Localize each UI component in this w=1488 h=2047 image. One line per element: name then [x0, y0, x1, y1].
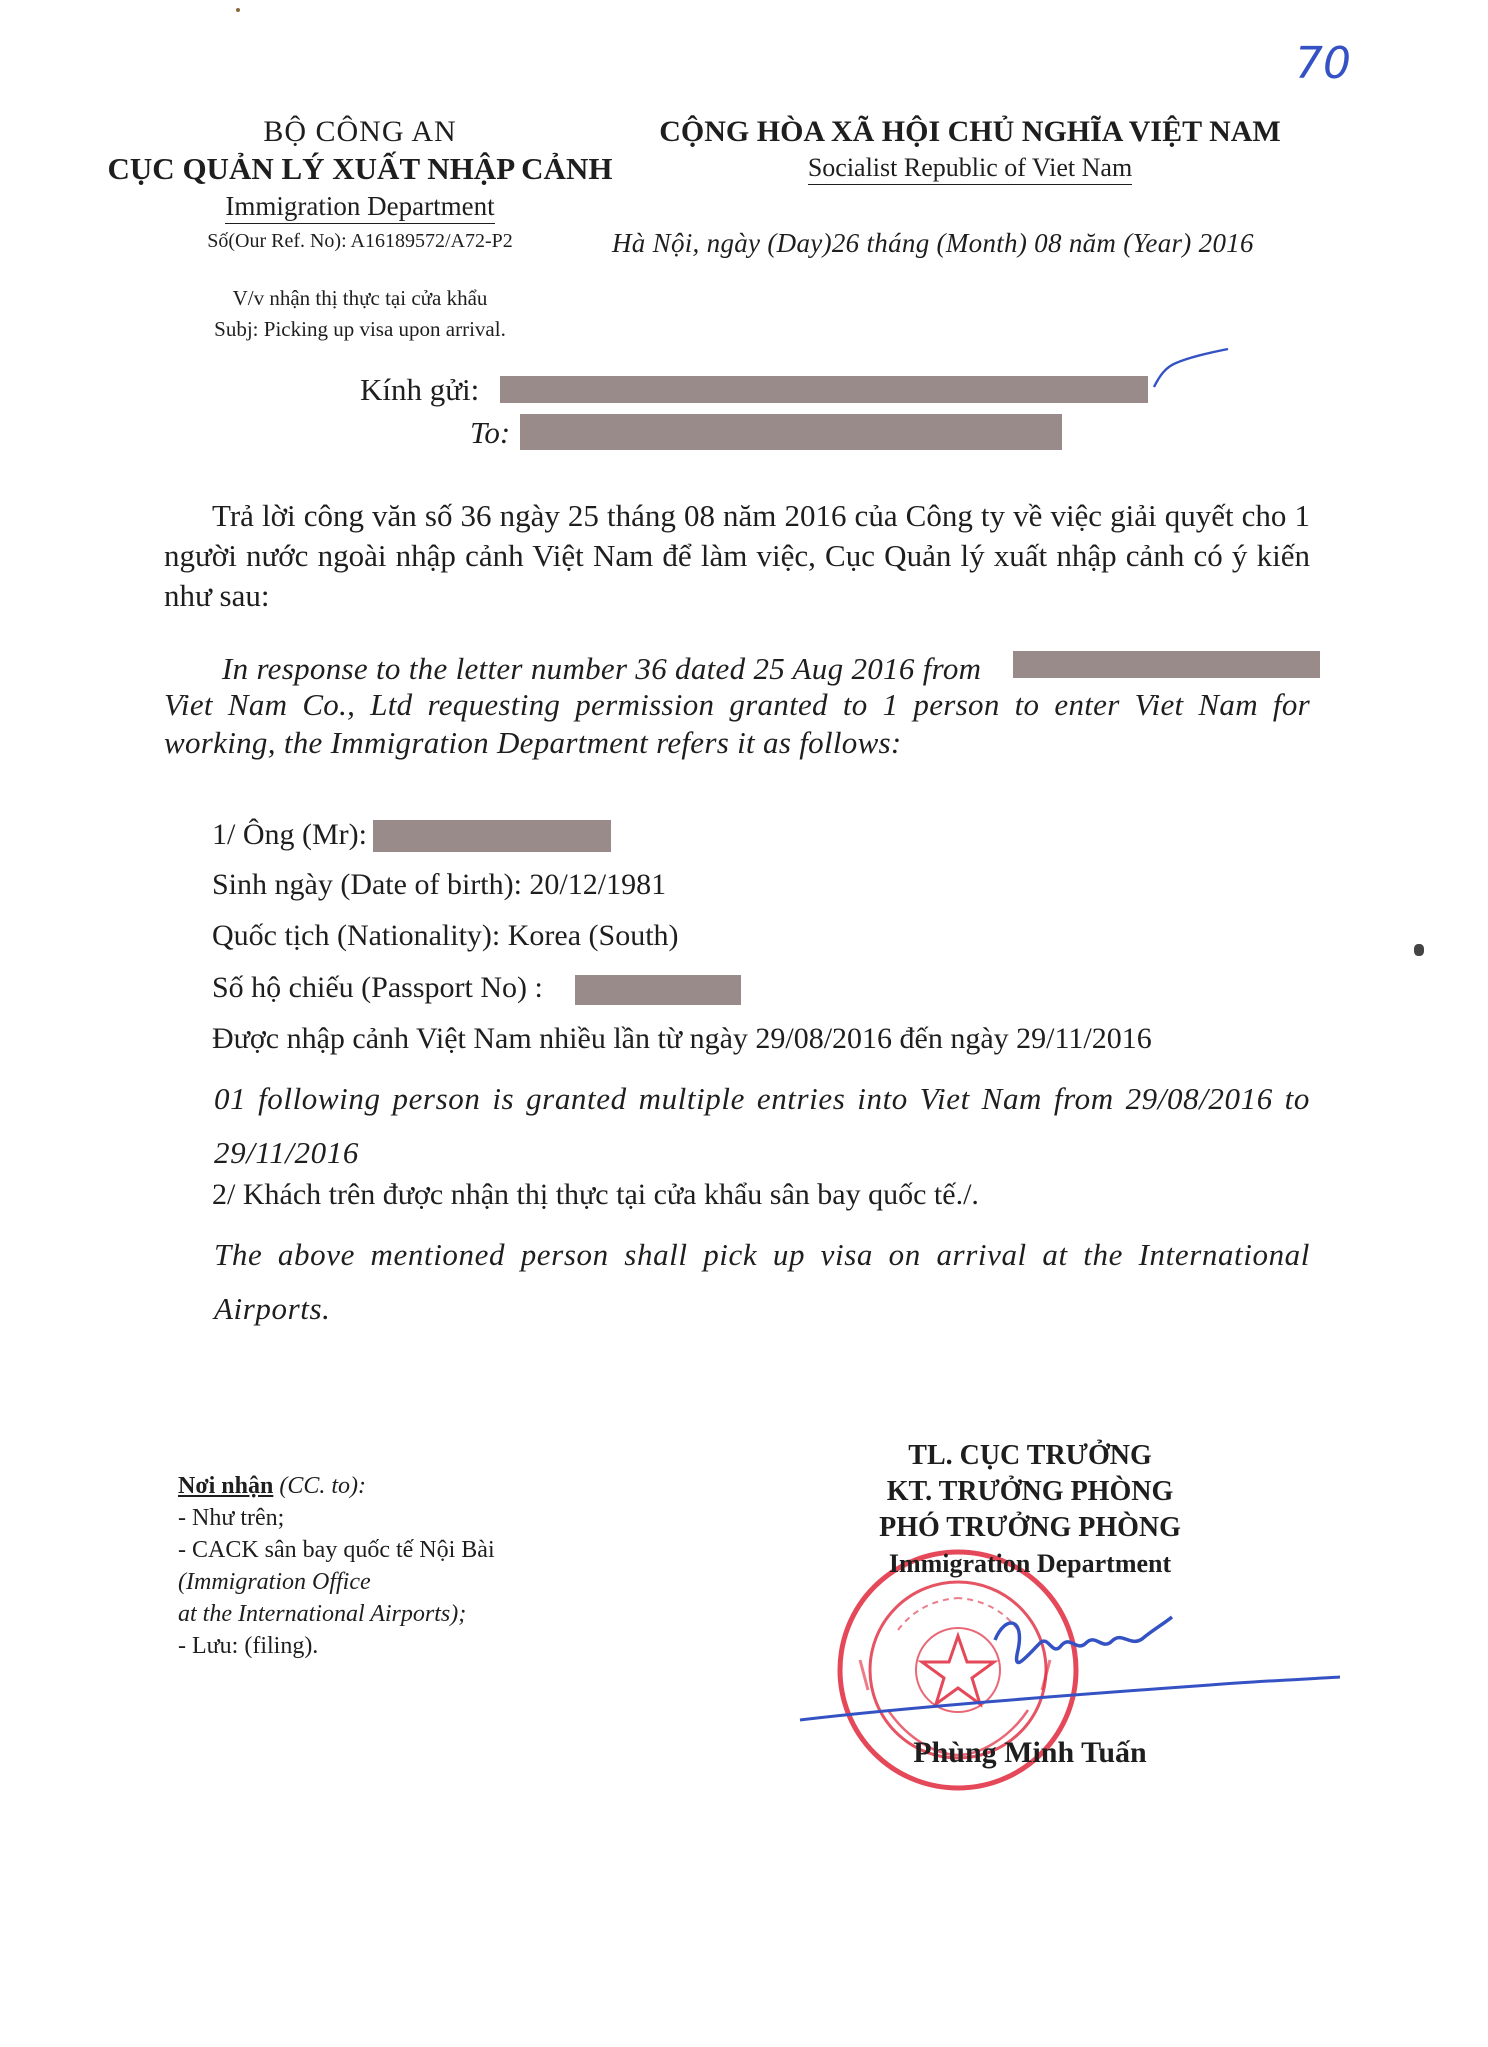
date-line: Hà Nội, ngày (Day)26 tháng (Month) 08 năm (Year) 2016 — [612, 228, 1254, 258]
reference-number: Số(Our Ref. No): A16189572/A72-P2 — [207, 230, 513, 252]
department-name: CỤC QUẢN LÝ XUẤT NHẬP CẢNH — [107, 151, 613, 186]
visa-pickup-en: The above mentioned person shall pick up visa on arrival at the International Airports. — [214, 1237, 1310, 1326]
signature-title-line4: Immigration Department — [888, 1549, 1172, 1578]
department-name-en: Immigration Department — [80, 191, 640, 222]
recipient-label-vn: Kính gửi: — [360, 372, 480, 407]
scan-speck — [236, 8, 240, 12]
country-name: CỘNG HÒA XÃ HỘI CHỦ NGHĨA VIỆT NAM — [659, 115, 1281, 148]
nationality: Quốc tịch (Nationality): Korea (South) — [212, 919, 679, 952]
country-name-en: Socialist Republic of Viet Nam — [620, 153, 1320, 183]
passport-number-redacted — [575, 975, 741, 1005]
passport-label: Số hộ chiếu (Passport No) : — [212, 971, 543, 1004]
ministry-name: BỘ CÔNG AN — [263, 115, 457, 148]
person-label: 1/ Ông (Mr): — [212, 818, 367, 851]
subject-block — [140, 286, 580, 342]
recipient-name-redacted — [500, 376, 1148, 403]
signature-title-line3: PHÓ TRƯỞNG PHÒNG — [879, 1512, 1181, 1543]
company-name-redacted — [1013, 651, 1320, 678]
paragraph-en-start: In response to the letter number 36 dated 25 Aug 2016 from — [222, 651, 982, 686]
signature-title-line1: TL. CỤC TRƯỞNG — [908, 1440, 1152, 1471]
entry-permission-en: 01 following person is granted multiple entries into Viet Nam from 29/08/2016 to 29/11/2016 — [214, 1081, 1310, 1170]
visa-pickup-vn: 2/ Khách trên được nhận thị thực tại cửa khẩu sân bay quốc tế./. — [212, 1178, 979, 1211]
cc-block — [178, 1470, 495, 1662]
signer-name: Phùng Minh Tuấn — [913, 1736, 1147, 1769]
date-of-birth: Sinh ngày (Date of birth): 20/12/1981 — [212, 868, 667, 901]
scan-speck — [1414, 944, 1424, 956]
handwritten-signature — [790, 1595, 1350, 1745]
subject-vn: V/v nhận thị thực tại cửa khẩu — [232, 286, 488, 310]
cc-item: at the International Airports); — [178, 1601, 467, 1627]
entry-permission-vn: Được nhập cảnh Việt Nam nhiều lần từ ngày 29/08/2016 đến ngày 29/11/2016 — [212, 1022, 1152, 1055]
header-right — [620, 115, 1320, 183]
cc-item: - CACK sân bay quốc tế Nội Bài — [178, 1537, 495, 1563]
subject-en: Subj: Picking up visa upon arrival. — [214, 317, 506, 341]
page-number-handwritten: 70 — [1295, 38, 1351, 89]
cc-item: - Lưu: (filing). — [178, 1633, 319, 1659]
cc-item: - Như trên; — [178, 1505, 285, 1531]
recipient-address-redacted — [520, 414, 1062, 450]
check-mark-handwritten — [1150, 345, 1230, 395]
paragraph-en-rest: Viet Nam Co., Ltd requesting permission granted to 1 person to enter Viet Nam for working, the Immigration Department refers it as follows: — [164, 687, 1310, 760]
paragraph-vn: Trả lời công văn số 36 ngày 25 tháng 08 năm 2016 của Công ty về việc giải quyết cho 1 người nước ngoài nhập cảnh Việt Nam để làm việc, Cục Quản lý xuất nhập cảnh có ý kiến như sau: — [164, 498, 1310, 613]
recipient-label-en: To: — [470, 415, 511, 450]
signature-title-line2: KT. TRƯỞNG PHÒNG — [886, 1476, 1174, 1507]
cc-item: (Immigration Office — [178, 1569, 371, 1595]
cc-title: Nơi nhận (CC. to): — [178, 1473, 367, 1499]
header-left — [80, 115, 640, 253]
person-name-redacted — [373, 820, 611, 852]
